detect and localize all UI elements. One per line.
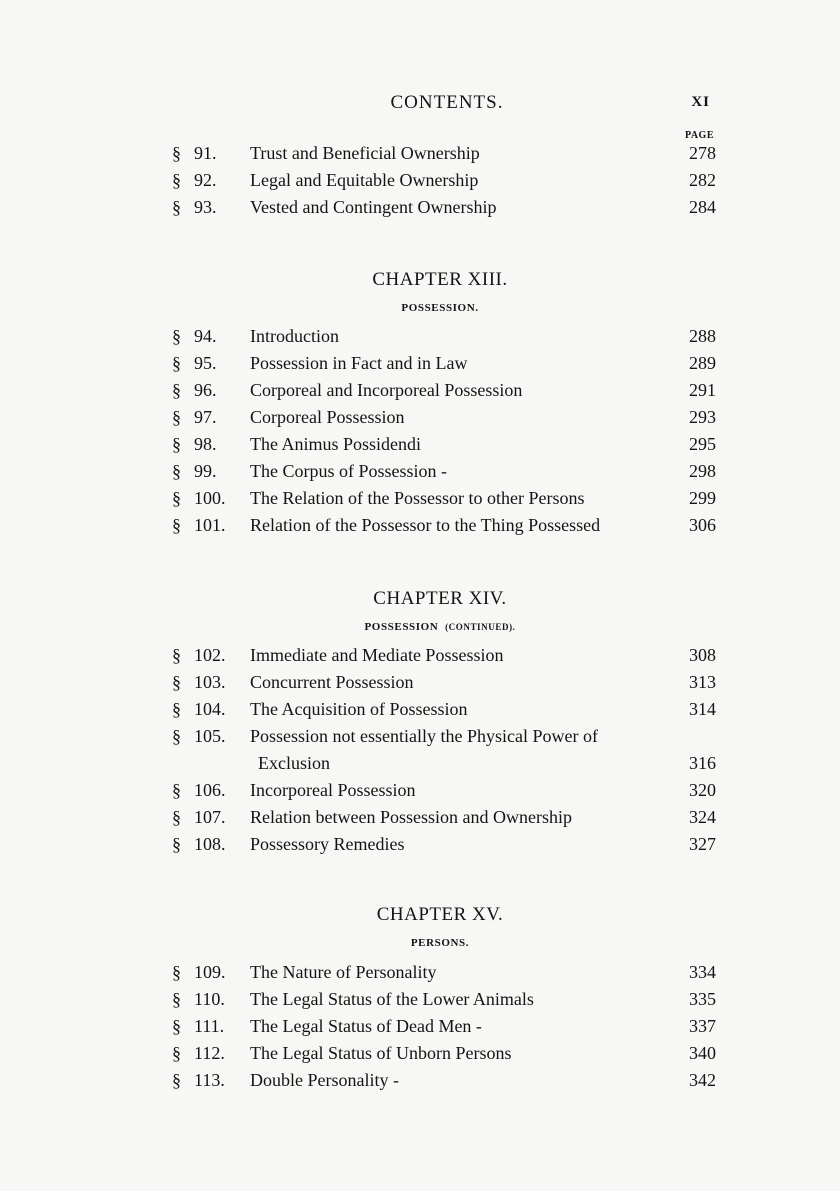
entry-title: Legal and Equitable Ownership (250, 170, 479, 190)
entry-page: 314 (689, 699, 716, 719)
entry-title: Relation between Possession and Ownership (250, 807, 572, 827)
running-head (0, 92, 840, 116)
toc-chapter-13 (0, 326, 840, 542)
section-number: § 99. (172, 461, 217, 481)
section-number: § 110. (172, 989, 225, 1009)
toc-entry[interactable] (0, 962, 840, 989)
entry-page: 316 (689, 753, 716, 773)
entry-page: 334 (689, 962, 716, 982)
entry-page: 298 (689, 461, 716, 481)
toc-entry[interactable] (0, 143, 840, 170)
toc-entry[interactable] (0, 989, 840, 1016)
entry-title: Trust and Beneficial Ownership (250, 143, 480, 163)
entry-title: The Legal Status of the Lower Animals (250, 989, 534, 1009)
entry-page: 282 (689, 170, 716, 190)
toc-entry[interactable] (0, 726, 840, 753)
toc-entry[interactable] (0, 807, 840, 834)
toc-entry[interactable] (0, 1070, 840, 1097)
section-number: § 96. (172, 380, 217, 400)
entry-page: 295 (689, 434, 716, 454)
toc-chapter-15 (0, 962, 840, 1097)
chapter-heading: CHAPTER XIV. (373, 588, 507, 609)
section-number: § 113. (172, 1070, 225, 1090)
entry-page: 342 (689, 1070, 716, 1090)
toc-entry[interactable] (0, 407, 840, 434)
entry-title: The Corpus of Possession - (250, 461, 447, 481)
section-number: § 94. (172, 326, 217, 346)
entry-title: The Nature of Personality (250, 962, 437, 982)
section-number: § 107. (172, 807, 226, 827)
toc-entry[interactable] (0, 1016, 840, 1043)
section-number: § 91. (172, 143, 217, 163)
entry-page: 308 (689, 645, 716, 665)
entry-page: 313 (689, 672, 716, 692)
toc-entry[interactable] (0, 515, 840, 542)
entry-page: 320 (689, 780, 716, 800)
entry-page: 335 (689, 989, 716, 1009)
section-number: § 102. (172, 645, 226, 665)
entry-title: Corporeal Possession (250, 407, 405, 427)
entry-title: The Relation of the Possessor to other Persons (250, 488, 585, 508)
entry-title: The Legal Status of Unborn Persons (250, 1043, 512, 1063)
section-number: § 101. (172, 515, 226, 535)
entry-page: 299 (689, 488, 716, 508)
entry-title: Incorporeal Possession (250, 780, 416, 800)
entry-page: 324 (689, 807, 716, 827)
section-number: § 112. (172, 1043, 225, 1063)
chapter-subtitle-main: POSSESSION (364, 621, 439, 633)
chapter-heading: CHAPTER XV. (376, 904, 504, 925)
entry-title: Corporeal and Incorporeal Possession (250, 380, 523, 400)
running-title: CONTENTS. (390, 92, 504, 113)
entry-title: Immediate and Mediate Possession (250, 645, 504, 665)
toc-entry[interactable] (0, 1043, 840, 1070)
toc-entry[interactable] (0, 434, 840, 461)
entry-title: Exclusion (258, 753, 330, 773)
toc-entry[interactable] (0, 488, 840, 515)
chapter-subtitle: POSSESSION. (401, 302, 479, 314)
entry-title: Possession in Fact and in Law (250, 353, 468, 373)
entry-page: 278 (689, 143, 716, 163)
toc-entry-continuation[interactable] (0, 753, 840, 780)
section-number: § 106. (172, 780, 226, 800)
entry-title: Relation of the Possessor to the Thing Possessed (250, 515, 601, 535)
entry-page: 289 (689, 353, 716, 373)
section-number: § 105. (172, 726, 226, 746)
section-number: § 93. (172, 197, 217, 217)
chapter-subtitle: PERSONS. (410, 937, 470, 949)
toc-entry[interactable] (0, 353, 840, 380)
section-number: § 95. (172, 353, 217, 373)
entry-page: 291 (689, 380, 716, 400)
entry-title: Possessory Remedies (250, 834, 405, 854)
section-number: § 97. (172, 407, 217, 427)
entry-page: 306 (689, 515, 716, 535)
section-number: § 104. (172, 699, 226, 719)
toc-entry[interactable] (0, 780, 840, 807)
page-column-label: PAGE (684, 130, 714, 141)
entry-page: 284 (689, 197, 716, 217)
page-number: XI (691, 94, 710, 110)
entry-title: Possession not essentially the Physical Power of (250, 726, 598, 746)
section-number: § 98. (172, 434, 217, 454)
section-number: § 108. (172, 834, 226, 854)
toc-entry[interactable] (0, 699, 840, 726)
toc-entry[interactable] (0, 326, 840, 353)
entry-page: 293 (689, 407, 716, 427)
chapter-heading: CHAPTER XIII. (372, 269, 508, 290)
section-number: § 111. (172, 1016, 225, 1036)
entry-page: 288 (689, 326, 716, 346)
toc-group-ownership (0, 143, 840, 224)
toc-entry[interactable] (0, 380, 840, 407)
section-number: § 100. (172, 488, 226, 508)
entry-title: Concurrent Possession (250, 672, 414, 692)
entry-title: The Animus Possidendi (250, 434, 422, 454)
toc-entry[interactable] (0, 672, 840, 699)
entry-title: Double Personality - (250, 1070, 399, 1090)
chapter-subtitle-note: (CONTINUED). (445, 622, 516, 632)
entry-title: The Acquisition of Possession (250, 699, 468, 719)
toc-entry[interactable] (0, 170, 840, 197)
section-number: § 92. (172, 170, 217, 190)
toc-entry[interactable] (0, 834, 840, 861)
section-number: § 103. (172, 672, 226, 692)
entry-title: Vested and Contingent Ownership (250, 197, 497, 217)
entry-title: The Legal Status of Dead Men - (250, 1016, 482, 1036)
entry-title: Introduction (250, 326, 339, 346)
entry-page: 327 (689, 834, 716, 854)
entry-page: 337 (689, 1016, 716, 1036)
chapter-subtitle (0, 621, 840, 633)
toc-entry[interactable] (0, 461, 840, 488)
toc-entry[interactable] (0, 197, 840, 224)
toc-chapter-14 (0, 645, 840, 861)
toc-entry[interactable] (0, 645, 840, 672)
section-number: § 109. (172, 962, 226, 982)
entry-page: 340 (689, 1043, 716, 1063)
